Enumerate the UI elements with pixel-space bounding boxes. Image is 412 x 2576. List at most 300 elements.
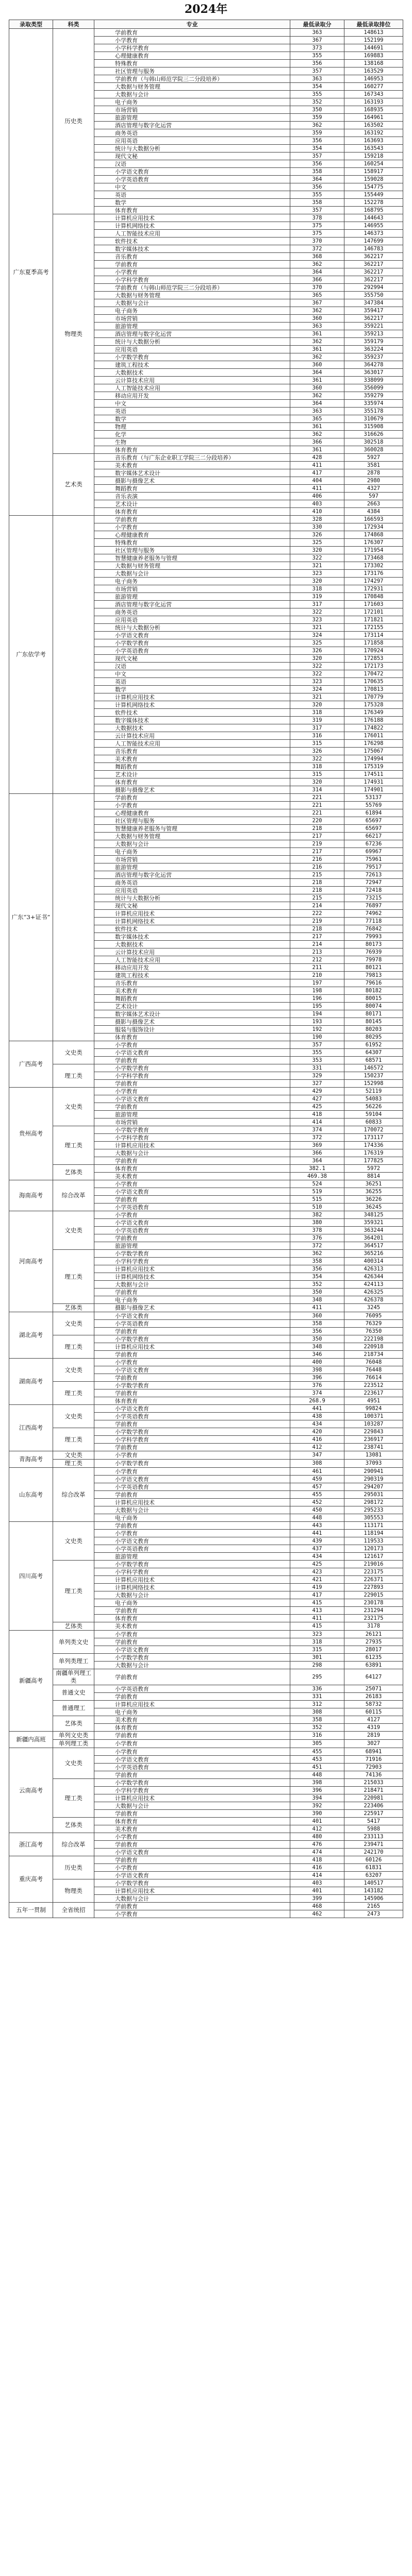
min-score-cell: 367 <box>290 37 344 44</box>
min-rank-cell: 4127 <box>344 1716 403 1724</box>
min-score-cell: 318 <box>290 585 344 593</box>
min-rank-cell: 229843 <box>344 1428 403 1436</box>
subject-cell: 单列类文史 <box>53 1631 94 1654</box>
min-rank-cell: 72947 <box>344 879 403 887</box>
min-score-cell: 318 <box>290 1638 344 1646</box>
min-rank-cell: 3027 <box>344 1740 403 1748</box>
min-score-cell: 320 <box>290 655 344 663</box>
min-rank-cell: 76048 <box>344 1359 403 1366</box>
min-score-cell: 360 <box>290 1312 344 1320</box>
min-rank-cell: 68941 <box>344 1748 403 1756</box>
min-score-cell: 361 <box>290 446 344 454</box>
min-score-cell: 361 <box>290 346 344 353</box>
min-rank-cell: 172853 <box>344 655 403 663</box>
min-score-cell: 350 <box>290 106 344 114</box>
min-score-cell: 320 <box>290 578 344 585</box>
min-score-cell: 331 <box>290 1693 344 1701</box>
min-rank-cell: 171603 <box>344 601 403 608</box>
min-rank-cell: 220918 <box>344 1343 403 1351</box>
min-rank-cell: 170072 <box>344 1126 403 1134</box>
major-cell: 酒店管理与数字化运营 <box>94 122 290 129</box>
min-rank-cell: 174822 <box>344 724 403 732</box>
major-cell: 学前教育 <box>94 1841 290 1849</box>
table-row <box>9 1382 403 1389</box>
min-rank-cell: 232175 <box>344 1615 403 1622</box>
min-rank-cell: 76897 <box>344 902 403 910</box>
min-rank-cell: 140517 <box>344 1879 403 1887</box>
min-score-cell: 315 <box>290 1646 344 1654</box>
min-rank-cell: 170635 <box>344 678 403 686</box>
min-rank-cell: 335974 <box>344 400 403 408</box>
min-rank-cell: 163529 <box>344 67 403 75</box>
major-cell: 电子商务 <box>94 1296 290 1304</box>
major-cell: 体育教育 <box>94 1724 290 1732</box>
min-rank-cell: 74136 <box>344 1771 403 1779</box>
page-title: 2024年 <box>184 3 228 16</box>
min-rank-cell: 173117 <box>344 1134 403 1142</box>
major-cell: 计算机网络技术 <box>94 222 290 230</box>
min-score-cell: 411 <box>290 485 344 493</box>
min-score-cell: 192 <box>290 1026 344 1033</box>
major-cell: 市场营销 <box>94 585 290 593</box>
subject-cell: 普通理工 <box>53 1701 94 1716</box>
subject-cell: 文史类 <box>53 1359 94 1382</box>
major-cell: 音乐教育 <box>94 748 290 755</box>
major-cell: 大数据与会计 <box>94 1662 290 1669</box>
subject-cell: 理工类 <box>53 1250 94 1304</box>
min-rank-cell: 79517 <box>344 863 403 871</box>
major-cell: 学前教育 <box>94 1732 290 1740</box>
min-rank-cell: 362217 <box>344 276 403 284</box>
major-cell: 心理健康教育 <box>94 809 290 817</box>
major-cell: 学前教育 <box>94 1607 290 1615</box>
major-cell: 小学科学教育 <box>94 44 290 52</box>
min-score-cell: 382 <box>290 1211 344 1219</box>
major-cell: 小学英语教育 <box>94 1227 290 1234</box>
major-cell: 小学数学教育 <box>94 1382 290 1389</box>
min-score-cell: 215 <box>290 894 344 902</box>
major-cell: 音乐表演 <box>94 493 290 500</box>
min-rank-cell: 71916 <box>344 1756 403 1764</box>
min-score-cell: 325 <box>290 639 344 647</box>
major-cell: 美术教育 <box>94 755 290 763</box>
min-score-cell: 480 <box>290 1833 344 1841</box>
min-rank-cell: 310679 <box>344 415 403 423</box>
min-rank-cell: 173302 <box>344 562 403 570</box>
major-cell: 软件技术 <box>94 709 290 717</box>
major-cell: 小学数学教育 <box>94 1561 290 1568</box>
min-rank-cell: 119533 <box>344 1537 403 1545</box>
major-cell: 电子商务 <box>94 578 290 585</box>
min-rank-cell: 176307 <box>344 539 403 547</box>
major-cell: 小学教育 <box>94 1180 290 1188</box>
subject-cell: 理工类 <box>53 1428 94 1451</box>
header-row <box>9 20 403 29</box>
min-score-cell: 416 <box>290 1436 344 1444</box>
subject-cell: 文史类 <box>53 1522 94 1561</box>
min-rank-cell: 158917 <box>344 168 403 176</box>
min-rank-cell: 171821 <box>344 616 403 624</box>
min-rank-cell: 168795 <box>344 207 403 214</box>
min-rank-cell: 72903 <box>344 1764 403 1771</box>
min-score-cell: 327 <box>290 1080 344 1088</box>
major-cell: 体育教育 <box>94 1165 290 1173</box>
admission-score-table <box>9 20 403 1918</box>
table-body <box>9 29 403 1918</box>
major-cell: 大数据技术 <box>94 369 290 377</box>
major-cell: 电子商务 <box>94 307 290 315</box>
major-cell: 旅游管理 <box>94 323 290 330</box>
min-score-cell: 368 <box>290 253 344 261</box>
min-score-cell: 356 <box>290 183 344 191</box>
min-score-cell: 474 <box>290 1849 344 1856</box>
min-score-cell: 396 <box>290 1787 344 1794</box>
min-score-cell: 364 <box>290 268 344 276</box>
min-score-cell: 519 <box>290 1188 344 1196</box>
table-row <box>9 1654 403 1662</box>
min-score-cell: 437 <box>290 1545 344 1553</box>
major-cell: 艺术设计 <box>94 771 290 778</box>
major-cell: 美术教育 <box>94 1173 290 1180</box>
major-cell: 特殊教育 <box>94 539 290 547</box>
major-cell: 现代文秘 <box>94 152 290 160</box>
min-rank-cell: 170924 <box>344 647 403 655</box>
min-score-cell: 356 <box>290 1265 344 1273</box>
min-rank-cell: 66217 <box>344 833 403 840</box>
min-score-cell: 476 <box>290 1841 344 1849</box>
subject-cell: 文史类 <box>53 1748 94 1779</box>
subject-cell: 艺体类 <box>53 1165 94 1180</box>
min-score-cell: 359 <box>290 129 344 137</box>
min-rank-cell: 76842 <box>344 925 403 933</box>
min-score-cell: 398 <box>290 1779 344 1787</box>
major-cell: 英语 <box>94 408 290 415</box>
min-score-cell: 413 <box>290 1607 344 1615</box>
min-rank-cell: 174297 <box>344 578 403 585</box>
min-score-cell: 390 <box>290 1810 344 1818</box>
min-rank-cell: 176188 <box>344 717 403 724</box>
min-score-cell: 316 <box>290 1732 344 1740</box>
min-rank-cell: 174901 <box>344 786 403 794</box>
min-rank-cell: 218734 <box>344 1351 403 1359</box>
min-rank-cell: 3245 <box>344 1304 403 1312</box>
min-rank-cell: 360028 <box>344 446 403 454</box>
table-row <box>9 1522 403 1530</box>
subject-cell: 理工类 <box>53 1126 94 1165</box>
major-cell: 学前教育 <box>94 261 290 268</box>
min-score-cell: 403 <box>290 1879 344 1887</box>
major-cell: 商务英语 <box>94 879 290 887</box>
major-cell: 小学语文教育 <box>94 632 290 639</box>
min-rank-cell: 174336 <box>344 1142 403 1149</box>
category-cell: 湖南高考 <box>9 1359 53 1405</box>
min-rank-cell: 3581 <box>344 462 403 469</box>
min-rank-cell: 27935 <box>344 1638 403 1646</box>
min-rank-cell: 172173 <box>344 663 403 670</box>
min-score-cell: 360 <box>290 361 344 369</box>
min-rank-cell: 64127 <box>344 1669 403 1685</box>
min-score-cell: 429 <box>290 1088 344 1095</box>
min-rank-cell: 2473 <box>344 1910 403 1918</box>
min-rank-cell: 355178 <box>344 408 403 415</box>
min-rank-cell: 364517 <box>344 1242 403 1250</box>
major-cell: 物理 <box>94 423 290 431</box>
min-score-cell: 328 <box>290 516 344 523</box>
min-score-cell: 356 <box>290 1328 344 1335</box>
subject-cell: 艺体类 <box>53 1716 94 1732</box>
min-rank-cell: 77118 <box>344 918 403 925</box>
min-score-cell: 324 <box>290 632 344 639</box>
table-row <box>9 794 403 802</box>
min-score-cell: 348 <box>290 1343 344 1351</box>
min-score-cell: 455 <box>290 1491 344 1499</box>
table-row <box>9 1211 403 1219</box>
category-cell: 青海高考 <box>9 1451 53 1468</box>
min-rank-cell: 164961 <box>344 114 403 122</box>
min-rank-cell: 80295 <box>344 1033 403 1041</box>
major-cell: 小学数学教育 <box>94 1126 290 1134</box>
min-score-cell: 364 <box>290 400 344 408</box>
min-score-cell: 419 <box>290 1584 344 1591</box>
min-score-cell: 352 <box>290 1281 344 1289</box>
min-score-cell: 443 <box>290 1522 344 1530</box>
min-rank-cell: 146953 <box>344 75 403 83</box>
table-row <box>9 1856 403 1864</box>
major-cell: 数字媒体艺术设计 <box>94 1010 290 1018</box>
min-score-cell: 216 <box>290 863 344 871</box>
major-cell: 软件技术 <box>94 925 290 933</box>
min-score-cell: 378 <box>290 214 344 222</box>
major-cell: 数字媒体艺术设计 <box>94 469 290 477</box>
min-score-cell: 193 <box>290 1018 344 1026</box>
major-cell: 计算机网络技术 <box>94 1273 290 1281</box>
min-rank-cell: 64307 <box>344 1049 403 1057</box>
min-rank-cell: 169883 <box>344 52 403 60</box>
min-rank-cell: 315908 <box>344 423 403 431</box>
table-row <box>9 516 403 523</box>
min-rank-cell: 159218 <box>344 152 403 160</box>
min-rank-cell: 359279 <box>344 392 403 400</box>
major-cell: 小学科学教育 <box>94 1072 290 1080</box>
header-min-rank: 最低录取排位 <box>344 20 403 29</box>
min-rank-cell: 69967 <box>344 848 403 856</box>
min-rank-cell: 2165 <box>344 1903 403 1910</box>
min-rank-cell: 227893 <box>344 1584 403 1591</box>
min-score-cell: 218 <box>290 925 344 933</box>
major-cell: 艺术设计 <box>94 500 290 508</box>
major-cell: 电子商务 <box>94 848 290 856</box>
category-cell: 新疆高考 <box>9 1631 53 1732</box>
min-rank-cell: 55769 <box>344 802 403 809</box>
major-cell: 小学语文教育 <box>94 1219 290 1227</box>
min-score-cell: 355 <box>290 1049 344 1057</box>
min-rank-cell: 103287 <box>344 1420 403 1428</box>
min-score-cell: 305 <box>290 1740 344 1748</box>
major-cell: 建筑工程技术 <box>94 972 290 979</box>
major-cell: 小学教育 <box>94 1211 290 1219</box>
min-score-cell: 398 <box>290 1366 344 1374</box>
min-rank-cell: 424113 <box>344 1281 403 1289</box>
min-score-cell: 450 <box>290 1506 344 1514</box>
min-rank-cell: 225917 <box>344 1810 403 1818</box>
min-score-cell: 218 <box>290 879 344 887</box>
major-cell: 体育教育 <box>94 446 290 454</box>
subject-cell: 理工类 <box>53 1779 94 1818</box>
min-rank-cell: 298172 <box>344 1499 403 1506</box>
major-cell: 小学语文教育 <box>94 168 290 176</box>
major-cell: 智慧健康养老服务与管理 <box>94 825 290 833</box>
min-rank-cell: 220981 <box>344 1794 403 1802</box>
min-rank-cell: 59104 <box>344 1111 403 1118</box>
major-cell: 电子商务 <box>94 1599 290 1607</box>
major-cell: 体育教育 <box>94 1818 290 1825</box>
min-score-cell: 210 <box>290 972 344 979</box>
major-cell: 社区管理与服务 <box>94 817 290 825</box>
min-rank-cell: 294207 <box>344 1483 403 1491</box>
major-cell: 学前教育 <box>94 1810 290 1818</box>
min-score-cell: 411 <box>290 1304 344 1312</box>
major-cell: 商务英语 <box>94 608 290 616</box>
major-cell: 大数据与会计 <box>94 1591 290 1599</box>
table-row <box>9 1428 403 1436</box>
min-rank-cell: 355750 <box>344 292 403 299</box>
min-rank-cell: 362217 <box>344 253 403 261</box>
table-row <box>9 1405 403 1413</box>
table-row <box>9 1748 403 1756</box>
min-score-cell: 317 <box>290 724 344 732</box>
min-score-cell: 417 <box>290 1591 344 1599</box>
min-rank-cell: 363017 <box>344 369 403 377</box>
major-cell: 舞蹈教育 <box>94 763 290 771</box>
min-score-cell: 418 <box>290 1111 344 1118</box>
major-cell: 大数据技术 <box>94 724 290 732</box>
major-cell: 社区管理与服务 <box>94 67 290 75</box>
min-score-cell: 392 <box>290 1802 344 1810</box>
major-cell: 大数据与财务管理 <box>94 83 290 91</box>
min-score-cell: 353 <box>290 1057 344 1064</box>
category-cell: 贵州高考 <box>9 1088 53 1180</box>
min-score-cell: 434 <box>290 1553 344 1561</box>
min-score-cell: 322 <box>290 755 344 763</box>
min-rank-cell: 163502 <box>344 122 403 129</box>
min-score-cell: 355 <box>290 91 344 98</box>
min-score-cell: 215 <box>290 871 344 879</box>
major-cell: 音乐教育 <box>94 253 290 261</box>
min-rank-cell: 160254 <box>344 160 403 168</box>
major-cell: 小学教育 <box>94 1041 290 1049</box>
category-cell: 广东“3+证书” <box>9 794 53 1041</box>
major-cell: 小学数学教育 <box>94 1654 290 1662</box>
major-cell: 小学教育 <box>94 1748 290 1756</box>
min-score-cell: 221 <box>290 794 344 802</box>
min-score-cell: 453 <box>290 1756 344 1764</box>
major-cell: 计算机应用技术 <box>94 214 290 222</box>
major-cell: 旅游管理 <box>94 1553 290 1561</box>
table-row <box>9 1165 403 1173</box>
min-rank-cell: 174868 <box>344 531 403 539</box>
min-rank-cell: 76448 <box>344 1366 403 1374</box>
min-rank-cell: 60833 <box>344 1118 403 1126</box>
min-rank-cell: 36251 <box>344 1180 403 1188</box>
min-rank-cell: 63207 <box>344 1872 403 1879</box>
category-cell: 湖北高考 <box>9 1312 53 1359</box>
major-cell: 软件技术 <box>94 238 290 245</box>
min-rank-cell: 72613 <box>344 871 403 879</box>
min-rank-cell: 37093 <box>344 1460 403 1468</box>
major-cell: 美术教育 <box>94 1825 290 1833</box>
table-row <box>9 1451 403 1460</box>
table-row <box>9 1716 403 1724</box>
min-score-cell: 348 <box>290 1296 344 1304</box>
min-score-cell: 400 <box>290 1359 344 1366</box>
min-rank-cell: 4951 <box>344 1397 403 1405</box>
major-cell: 小学英语教育 <box>94 1320 290 1328</box>
min-score-cell: 301 <box>290 1654 344 1662</box>
min-score-cell: 357 <box>290 67 344 75</box>
major-cell: 小学语文教育 <box>94 1366 290 1374</box>
min-score-cell: 308 <box>290 1460 344 1468</box>
min-score-cell: 198 <box>290 987 344 995</box>
min-rank-cell: 223175 <box>344 1568 403 1576</box>
subject-cell: 艺体类 <box>53 1622 94 1631</box>
major-cell: 计算机应用技术 <box>94 1142 290 1149</box>
min-rank-cell: 163693 <box>344 137 403 145</box>
major-cell: 小学教育 <box>94 1088 290 1095</box>
min-score-cell: 316 <box>290 732 344 740</box>
min-score-cell: 452 <box>290 1499 344 1506</box>
min-rank-cell: 238741 <box>344 1444 403 1451</box>
min-score-cell: 510 <box>290 1204 344 1211</box>
min-score-cell: 324 <box>290 686 344 693</box>
major-cell: 旅游管理 <box>94 1242 290 1250</box>
min-score-cell: 376 <box>290 1382 344 1389</box>
min-rank-cell: 167343 <box>344 91 403 98</box>
major-cell: 艺术设计 <box>94 1003 290 1010</box>
min-rank-cell: 170848 <box>344 593 403 601</box>
major-cell: 学前教育 <box>94 1103 290 1111</box>
min-rank-cell: 176298 <box>344 740 403 748</box>
min-score-cell: 358 <box>290 199 344 207</box>
major-cell: 英语 <box>94 191 290 199</box>
min-score-cell: 362 <box>290 307 344 315</box>
min-score-cell: 295 <box>290 1669 344 1685</box>
min-rank-cell: 2878 <box>344 469 403 477</box>
min-score-cell: 320 <box>290 778 344 786</box>
min-score-cell: 441 <box>290 1405 344 1413</box>
min-rank-cell: 219016 <box>344 1561 403 1568</box>
min-score-cell: 322 <box>290 608 344 616</box>
min-score-cell: 321 <box>290 693 344 701</box>
min-score-cell: 354 <box>290 145 344 152</box>
min-score-cell: 360 <box>290 315 344 323</box>
min-score-cell: 363 <box>290 75 344 83</box>
major-cell: 小学教育 <box>94 1631 290 1638</box>
min-rank-cell: 5417 <box>344 1818 403 1825</box>
min-rank-cell: 146783 <box>344 245 403 253</box>
major-cell: 小学语文教育 <box>94 1049 290 1057</box>
min-rank-cell: 36245 <box>344 1204 403 1211</box>
major-cell: 小学数学教育 <box>94 1250 290 1258</box>
subject-cell: 物理类 <box>53 1879 94 1903</box>
min-score-cell: 320 <box>290 701 344 709</box>
major-cell: 云计算技术应用 <box>94 732 290 740</box>
min-rank-cell: 290319 <box>344 1476 403 1483</box>
min-score-cell: 350 <box>290 1335 344 1343</box>
major-cell: 计算机应用技术 <box>94 1794 290 1802</box>
major-cell: 数字媒体技术 <box>94 933 290 941</box>
min-rank-cell: 146572 <box>344 1064 403 1072</box>
major-cell: 小学语文教育 <box>94 1476 290 1483</box>
